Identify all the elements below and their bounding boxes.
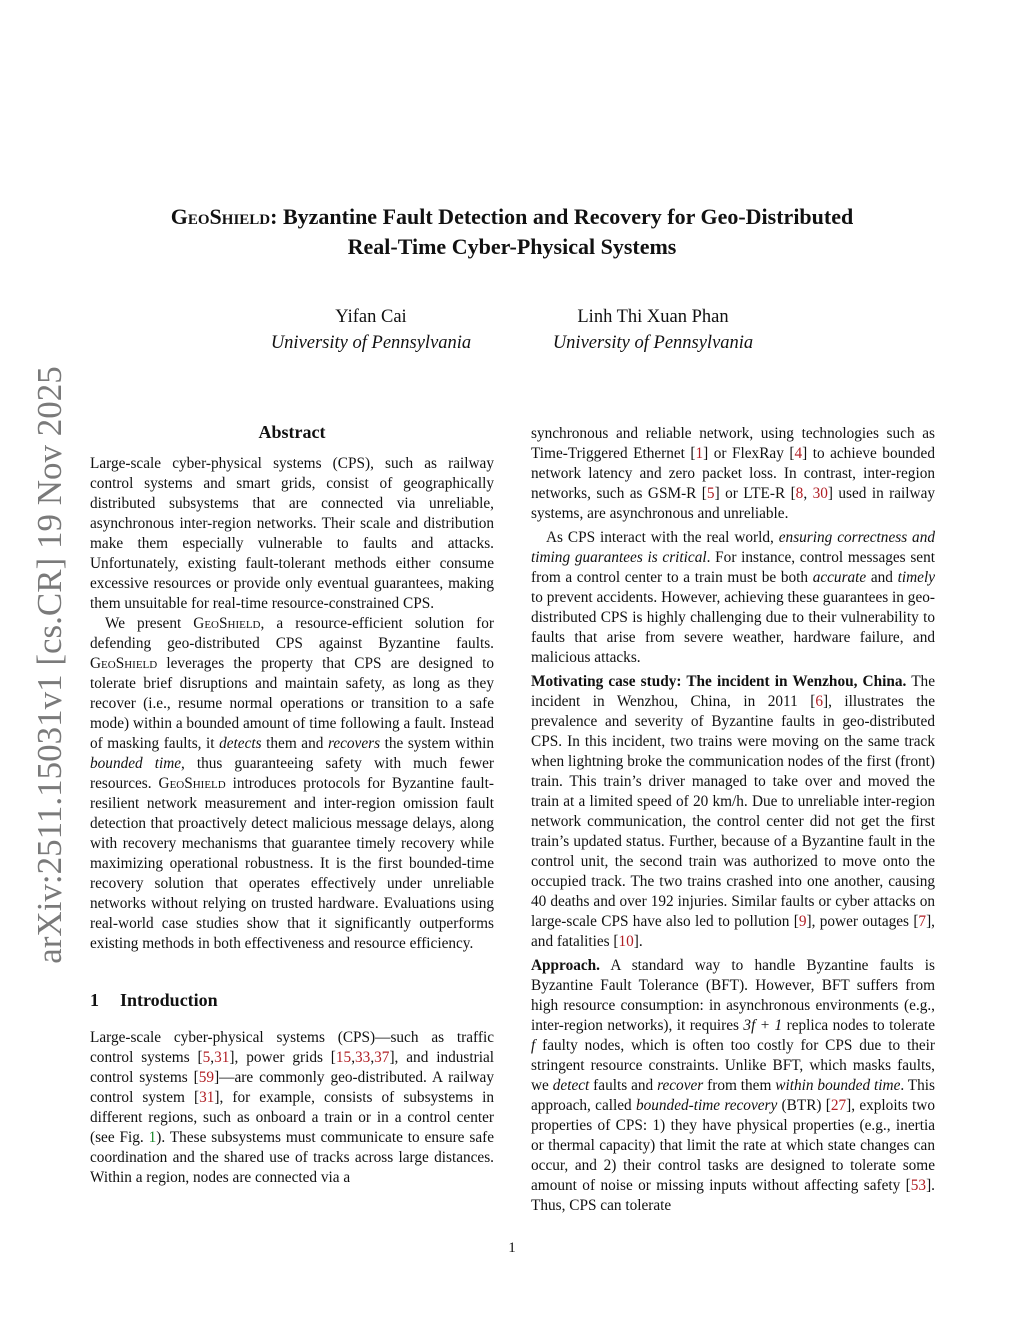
math-expression: f: [531, 1037, 536, 1054]
citation-link[interactable]: 30: [812, 485, 828, 502]
citation-link[interactable]: 33: [355, 1049, 371, 1066]
author-affiliation: University of Pennsylvania: [270, 333, 472, 353]
citation-link[interactable]: 8: [795, 485, 804, 502]
math-expression: 3f + 1: [743, 1017, 783, 1034]
citation-link[interactable]: 31: [214, 1049, 230, 1066]
citation-link[interactable]: 59: [198, 1069, 215, 1086]
abstract-heading: Abstract: [258, 422, 326, 442]
citation-link[interactable]: 53: [910, 1177, 927, 1194]
author-name: Linh Thi Xuan Phan: [577, 307, 729, 327]
paragraph-lead: Approach.: [531, 957, 600, 974]
system-name: GeoShield: [170, 204, 271, 229]
body-paragraph: synchronous and reliable network, using technologies such as Time-Triggered Ethernet [1] or FlexRay [4] to achieve bounded network latency and zero packet loss. In contrast, inter-region networks, such as GSM-R [5] or LTE-R [8, 30] used in railway systems, are asynchronous and unreliable.: [531, 425, 936, 522]
citation-link[interactable]: 6: [815, 693, 823, 710]
author-block: [503, 304, 803, 356]
body-paragraph: Approach. A standard way to handle Byzantine faults is Byzantine Fault Tolerance (BFT). However, BFT suffers from high resource consumption: in asynchronous environments (e.g., inter-region networks), it requires 3f + 1 replica nodes to tolerate f faulty nodes, which is often too costly for CPS due to their stringent resource constraints. Unlike BFT, which masks faults, we detect faults and recover from them within bounded time. This approach, called bounded-time recovery (BTR) [27], exploits two properties of CPS: 1) they have physical properties (e.g., inertia or thermal capacity) that limit the rate at which state changes can occur, and 2) their control tasks are designed to tolerate some amount of noise or missing inputs without affecting safety [53]. Thus, CPS can tolerate: [531, 957, 936, 1214]
paragraph-lead: Motivating case study: The incident in Wenzhou, China.: [531, 673, 907, 690]
citation-link[interactable]: 1: [695, 445, 704, 462]
citation-link[interactable]: 15: [335, 1049, 352, 1066]
right-column: [531, 424, 935, 1216]
citation-link[interactable]: 7: [918, 913, 927, 930]
citation-link[interactable]: 37: [374, 1049, 390, 1066]
citation-link[interactable]: 31: [199, 1089, 215, 1106]
body-paragraph: Motivating case study: The incident in Wenzhou, China. The incident in Wenzhou, China, in 2011 [6], illustrates the prevalence and severity of Byzantine faults in geo-distributed CPS. In this incident, two trains were moving on the same track when lightning broke the communication nodes of the first (front) train. This train’s driver managed to take over and moved the train at a limited speed of 20 km/h. Due to unreliable inter-region network communication, the control center did not get the first train’s updated status. Further, because of a Byzantine fault in the control unit, the second train was authorized to move onto the occupied track. The two trains crashed into one another, causing 40 deaths and over 192 injuries. Similar faults or cyber attacks on large-scale CPS have also led to pollution [9], power outages [7], and fatalities [10].: [531, 673, 935, 950]
figure-link[interactable]: 1: [148, 1129, 157, 1146]
page-number: 1: [508, 1240, 516, 1256]
body-paragraph: Large-scale cyber-physical systems (CPS)—such as traffic control systems [5,31], power grids [15,33,37], and industrial control systems [59]—are commonly geo-distributed. A railway control system [31], for example, consists of subsystems in different regions, such as onboard a train or in a control center (see Fig. 1). These subsystems must communicate to ensure safe coordination and the shared use of tracks across large distances. Within a region, nodes are connected via a: [90, 1029, 494, 1186]
citation-link[interactable]: 4: [794, 445, 803, 462]
citation-link[interactable]: 9: [798, 913, 807, 930]
left-column: [90, 420, 494, 1188]
paper-title: [100, 202, 924, 262]
arxiv-identifier-stamp: arXiv:2511.15031v1 [cs.CR] 19 Nov 2025: [30, 366, 69, 964]
title-line-1: GeoShield: Byzantine Fault Detection and Recovery for Geo-Distributed: [170, 204, 854, 229]
citation-link[interactable]: 5: [706, 485, 715, 502]
citation-link[interactable]: 27: [830, 1097, 847, 1114]
abstract-paragraph: We present GeoShield, a resource-efficient solution for defending geo-distributed CPS against Byzantine faults. GeoShield leverages the property that CPS are designed to tolerate brief disruptions and maintain safety, as long as they recover (i.e., resume normal operations or transition to a safe mode) within a bounded amount of time following a fault. Instead of masking faults, it detects them and recovers the system within bounded time, thus guaranteeing safety with much fewer resources. GeoShield introduces protocols for Byzantine fault-resilient network measurement and inter-region omission fault detection that proactively detect malicious message delays, along with recovery mechanisms that guarantee timely recovery while maximizing operational robustness. It is the first bounded-time recovery solution that operates effectively under unreliable networks without relying on trusted hardware. Evaluations using real-world case studies show that it significantly outperforms existing methods in both effectiveness and resource efficiency.: [90, 615, 495, 952]
section-heading: 1 Introduction: [90, 990, 218, 1010]
body-paragraph: As CPS interact with the real world, ensuring correctness and timing guarantees is critical. For instance, control messages sent from a control center to a train must be both accurate and timely to prevent accidents. However, achieving these guarantees in geo-distributed CPS is highly challenging due to their vulnerability to faults that arise from severe weather, hardware failure, and malicious attacks.: [531, 529, 935, 666]
author-affiliation: University of Pennsylvania: [552, 333, 754, 353]
author-name: Yifan Cai: [335, 307, 407, 327]
abstract-paragraph: Large-scale cyber-physical systems (CPS), such as railway control systems and smart grids, consist of geographically distributed subsystems that are connected via unreliable, asynchronous inter-region networks. Their scale and distribution make them especially vulnerable to faults and attacks. Unfortunately, existing fault-tolerant methods either consume excessive resources or provide only eventual guarantees, making them unsuitable for real-time resource-constrained CPS.: [90, 455, 494, 612]
citation-link[interactable]: 5: [202, 1049, 211, 1066]
citation-link[interactable]: 10: [618, 933, 634, 950]
title-line-2: Real-Time Cyber-Physical Systems: [347, 234, 677, 259]
author-block: [221, 304, 521, 356]
